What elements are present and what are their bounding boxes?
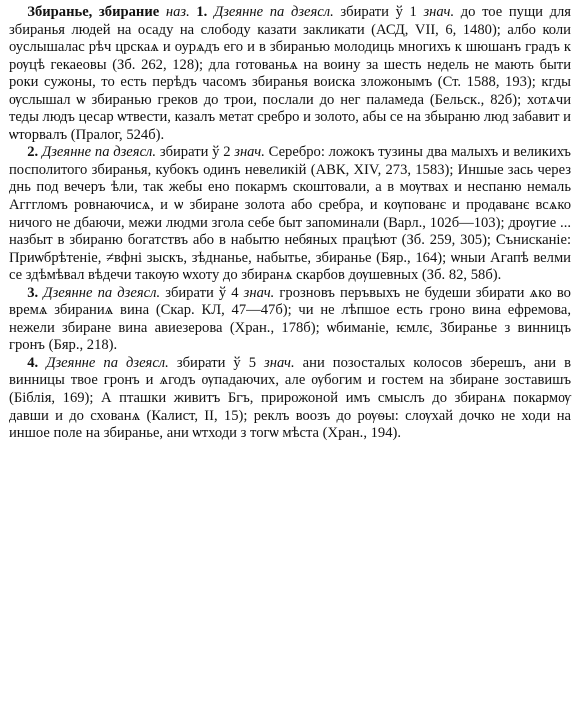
sense-1	[9, 4, 571, 144]
sense-number: 1.	[196, 4, 208, 20]
sense-number: 4.	[27, 354, 39, 371]
sense-number: 2.	[27, 144, 39, 161]
sense-citations: Серебро: ложокъ тузины два малыхъ и великихъ посполитого збиранья, кубокъ одинъ невеликій (АВК, XIV, 273, 1583); Иншые зась через днь под вечеръ ѣли, так жебы ено покармъ скоштовали, а в мѹтвах и неспаню немаль Агггломъ ровнаючисѧ, и ѡ збиране золота або сребра, и кѹпованє и продаванє всѧко ничого не дбаючи, межи людми згола себе быт запоминали (Варл., 102б—103); дрѹгие ... назбыт в збираню богатствъ або в набытю небяных працѣют (Зб. 259, 305); Сънисканіе: Приѡбрѣтеніе, ≠вфні зыскъ, зѣднанье, набытье, збиранье (Бяр., 164); ѡныи Агапѣ велми се здѣмѣвал вѣдечи такѹю ѡхоту до збиранѧ скарбов дѹшевных (Зб. 82, 58б).	[9, 144, 571, 284]
sense-3	[9, 285, 571, 355]
sense-reference-label: знач.	[423, 4, 455, 20]
verb-reference: збирати	[340, 4, 389, 20]
sense-citations: до тое пущи для збиранья людей на осаду на слободу казати закликати (АСД, VII, 6, 1480); албо коли оуслышалас рѣч црскаѧ и оурѧдъ его и в збиранью молодиць многихъ к шюшанъ градъ к рѹцѣ гекаеовы (Зб. 262, 128); дла готованьѧ на воину за шесть недель не мають быти роки сужоны, то есть перѣдъ часомъ збиранья воиска зложонымъ (Ст. 1588, 193); кгды ѹслышал ѡ збиранью греков до трои, послали до нег паламеда (Бельск., 82б); хотѧчи теды людъ цесар ѡтвести, казалъ метат сребро и золото, абы се на збыраню люд забавит и ѡторвалъ (Пралог, 524б).	[9, 4, 572, 143]
sense-reference-label: знач.	[243, 284, 275, 301]
sense-definition: Дзеянне па дзеясл.	[43, 284, 161, 301]
sense-reference-label: знач.	[264, 354, 295, 371]
sense-4	[9, 355, 571, 443]
sense-reference: ў 4	[218, 284, 239, 301]
sense-number: 3.	[27, 284, 39, 301]
sense-reference: ў 1	[395, 4, 417, 20]
sense-definition: Дзеянне па дзеясл.	[46, 354, 169, 371]
sense-reference: ў 2	[212, 144, 231, 161]
dictionary-entry	[9, 4, 571, 443]
sense-definition: Дзеянне па дзеясл.	[41, 144, 157, 161]
sense-reference-label: знач.	[234, 144, 265, 161]
sense-2	[9, 144, 571, 284]
verb-reference: збирати	[165, 284, 214, 301]
verb-reference: збирати	[176, 354, 226, 371]
headword: Збиранье, збирание	[27, 4, 160, 20]
sense-citations: ани позосталых колосов зберешъ, ани в винницы твое гронъ и ѧгодъ ѹпадаючих, але ѹбогим и гостем на збиране зоставишъ (Біблія, 169); А пташки живитъ Бгъ, прирожоной имъ смыслъ до збиранѧ покармѹ давши и до схованѧ (Калист, II, 15); реклъ воозъ до рѹѳы: слѹхай дочко не ходи на иншое поле на збиранье, ани ѡтходи з тогѡ мѣста (Хран., 194).	[9, 354, 571, 442]
grammar-label: наз.	[165, 4, 190, 20]
sense-definition: Дзеянне па дзеясл.	[213, 4, 334, 20]
sense-citations: грозновъ перъвыхъ не будеши збирати ѧко во времѧ збираниѧ вина (Скар. КЛ, 47—47б); чи не лѣпшое есть гроно вина ефремова, нежели збиране вина авиезерова (Хран., 178б); ѡбиманіе, ѥмлє, Збиранье з винницъ гронъ (Бяр., 218).	[9, 284, 571, 354]
verb-reference: збирати	[159, 144, 209, 161]
sense-reference: ў 5	[233, 354, 257, 371]
